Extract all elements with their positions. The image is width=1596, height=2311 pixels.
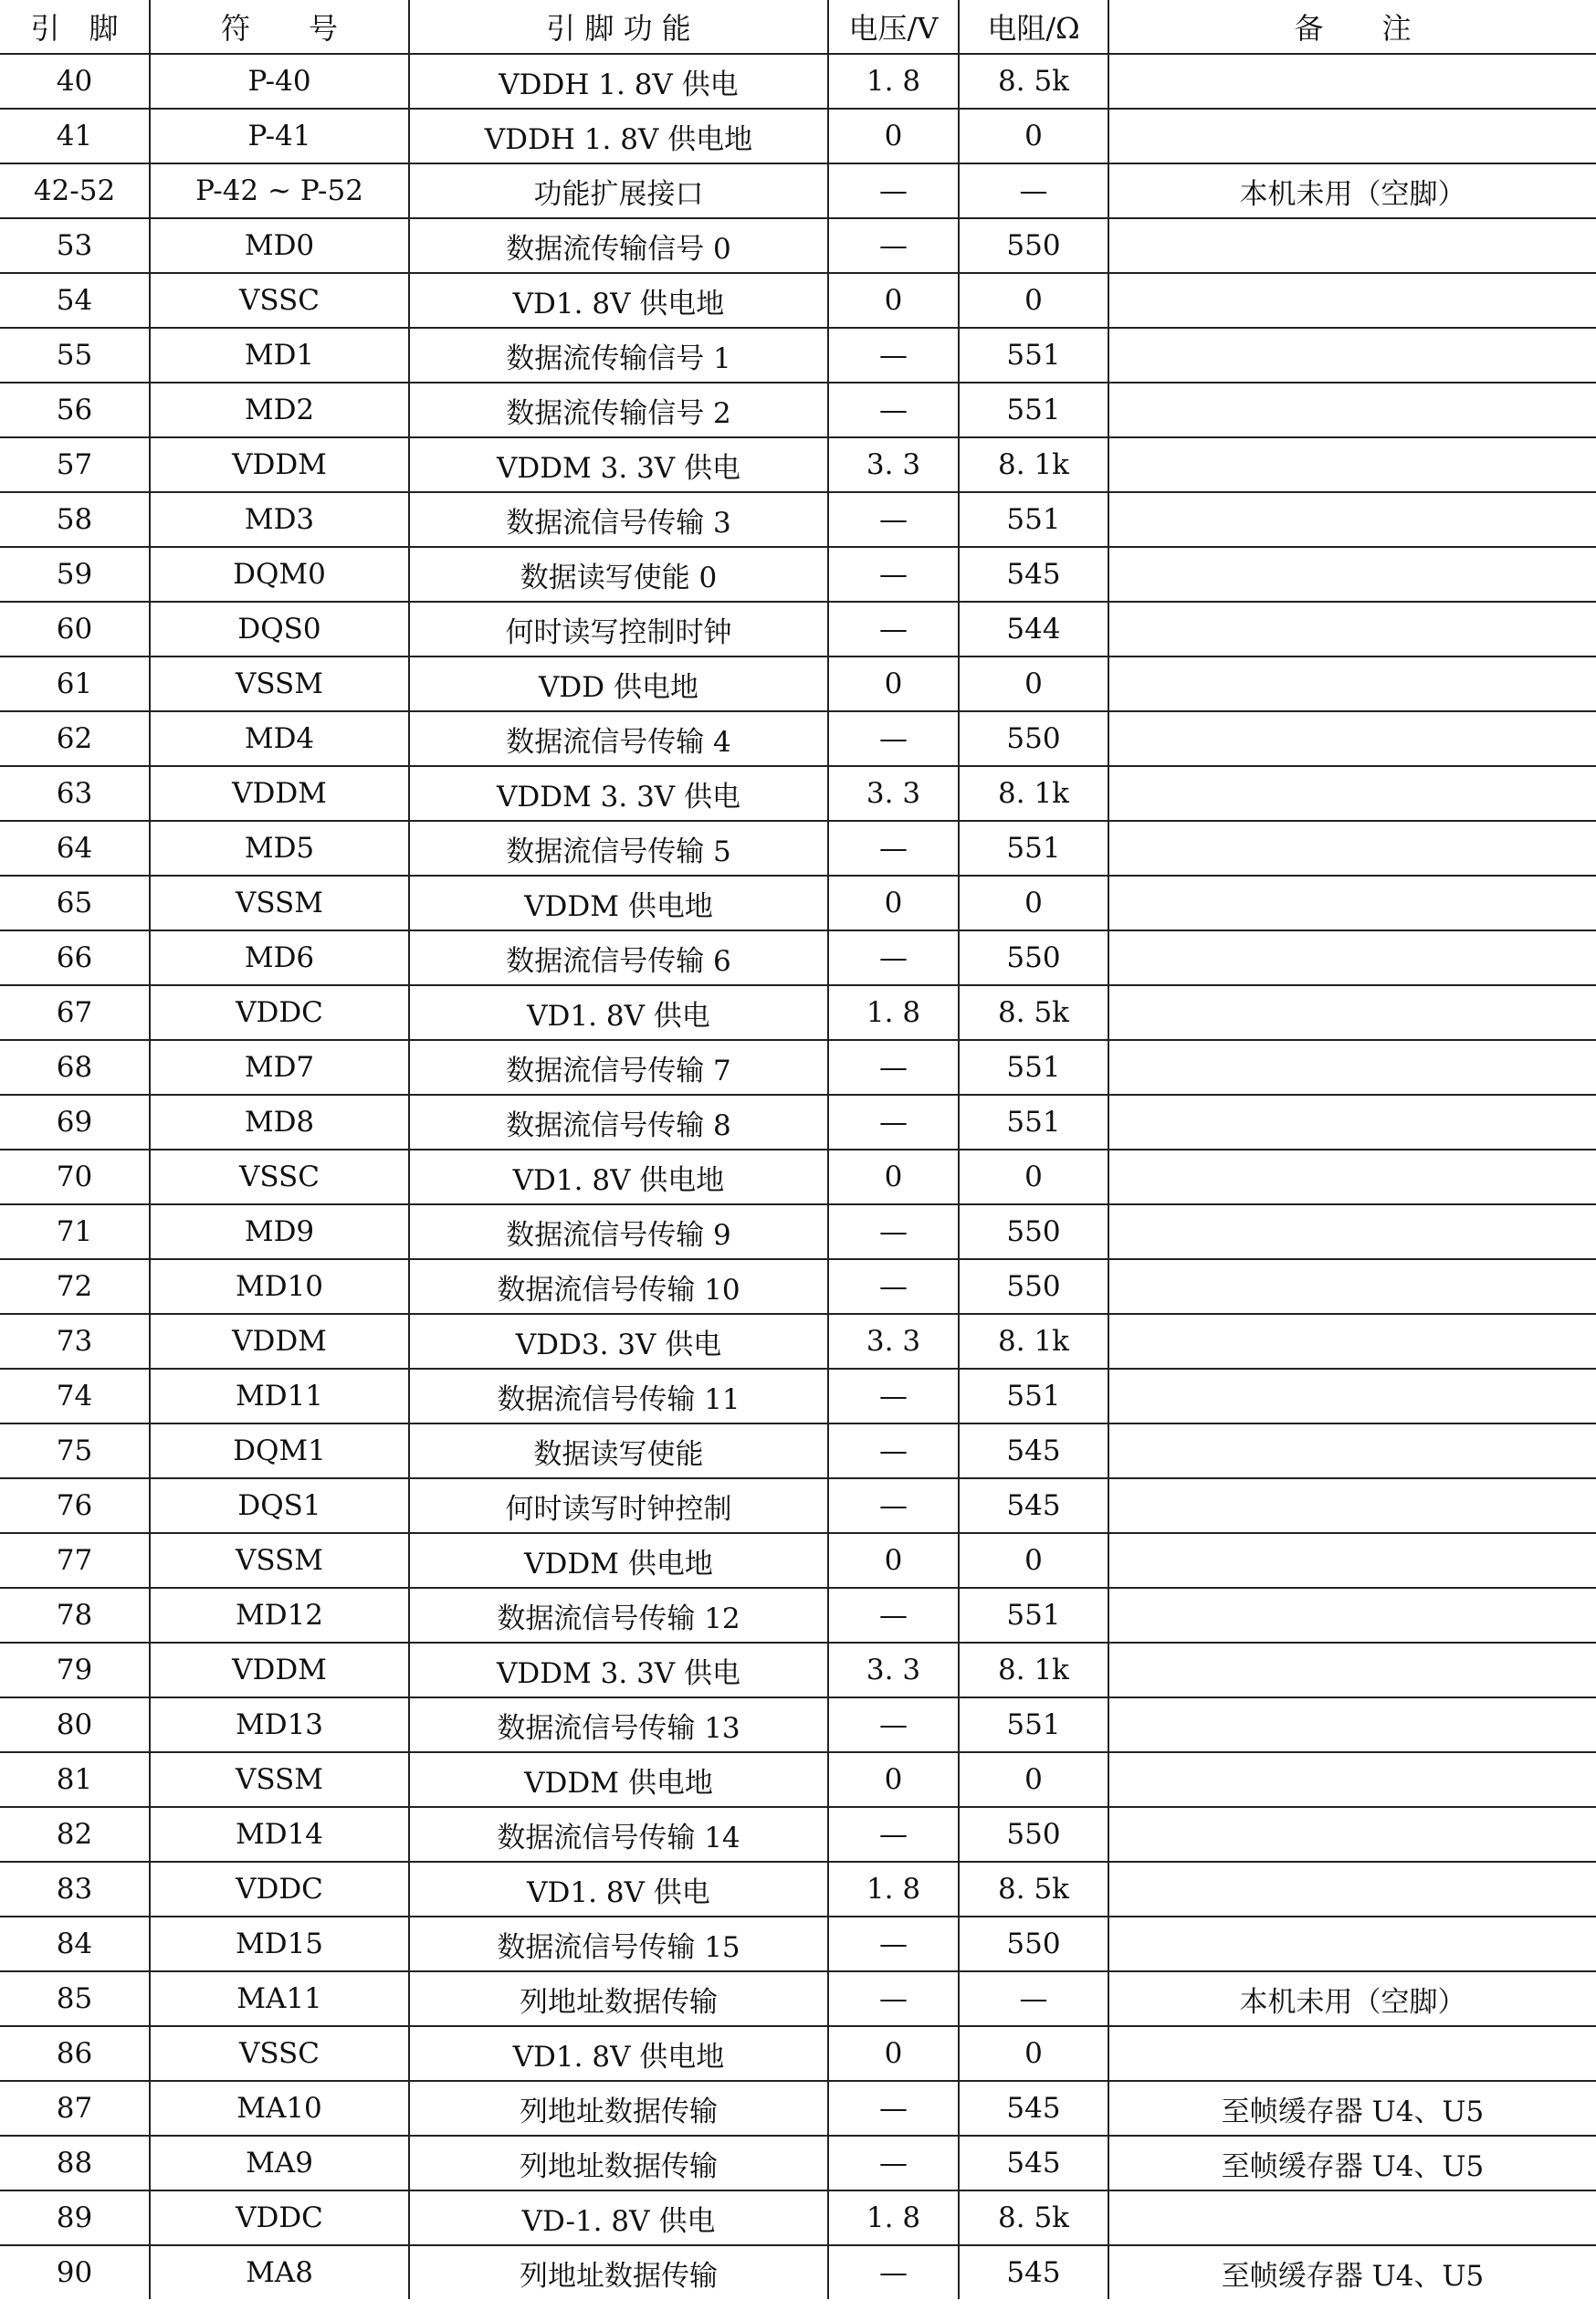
cell-voltage: 1. 8 [828,2190,959,2245]
header-resistance: 电阻/Ω [959,0,1108,54]
table-row [0,766,1596,821]
cell-pin: 68 [0,1040,150,1095]
cell-function: 数据流传输信号 2 [409,383,828,437]
cell-function: 数据流信号传输 15 [409,1917,828,1971]
cell-pin: 71 [0,1204,150,1259]
table-row [0,1150,1596,1204]
cell-voltage: — [828,602,959,657]
cell-note [1108,1643,1596,1697]
cell-function: 数据读写使能 [409,1423,828,1478]
table-row [0,1807,1596,1862]
table-row [0,383,1596,437]
cell-pin: 82 [0,1807,150,1862]
cell-pin: 74 [0,1369,150,1423]
cell-pin: 84 [0,1917,150,1971]
cell-resistance: 551 [959,1040,1108,1095]
cell-resistance: — [959,163,1108,218]
table-row [0,1259,1596,1314]
cell-note [1108,711,1596,766]
cell-resistance: 8. 1k [959,437,1108,492]
cell-voltage: — [828,2136,959,2190]
cell-function: VDDM 3. 3V 供电 [409,1643,828,1697]
cell-note [1108,218,1596,273]
cell-note [1108,602,1596,657]
cell-function: VD-1. 8V 供电 [409,2190,828,2245]
header-symbol: 符 号 [150,0,409,54]
cell-symbol: MD5 [150,821,409,876]
cell-function: 数据流信号传输 3 [409,492,828,547]
cell-function: 列地址数据传输 [409,2136,828,2190]
cell-symbol: P-40 [150,54,409,109]
cell-note [1108,109,1596,163]
cell-pin: 75 [0,1423,150,1478]
table-row [0,54,1596,109]
cell-resistance: 0 [959,876,1108,930]
cell-symbol: MD10 [150,1259,409,1314]
cell-resistance: 551 [959,1697,1108,1752]
cell-function: 数据流信号传输 7 [409,1040,828,1095]
cell-symbol: VDDC [150,1862,409,1917]
cell-function: 数据流信号传输 12 [409,1588,828,1643]
cell-symbol: VSSC [150,2026,409,2081]
cell-voltage: 3. 3 [828,1314,959,1369]
cell-function: 数据流信号传输 6 [409,930,828,985]
table-row [0,547,1596,602]
cell-function: 何时读写控制时钟 [409,602,828,657]
table-row [0,1917,1596,1971]
cell-function: 数据流信号传输 11 [409,1369,828,1423]
cell-voltage: — [828,383,959,437]
cell-resistance: 550 [959,930,1108,985]
cell-voltage: 0 [828,2026,959,2081]
cell-symbol: DQS0 [150,602,409,657]
cell-pin: 88 [0,2136,150,2190]
cell-function: VDDH 1. 8V 供电 [409,54,828,109]
cell-note [1108,1588,1596,1643]
cell-note [1108,437,1596,492]
cell-symbol: MD0 [150,218,409,273]
cell-voltage: — [828,1259,959,1314]
cell-symbol: VDDM [150,766,409,821]
cell-symbol: MD1 [150,328,409,383]
cell-resistance: 551 [959,1095,1108,1150]
cell-symbol: VDDM [150,437,409,492]
cell-resistance: 551 [959,821,1108,876]
cell-symbol: VDDC [150,2190,409,2245]
cell-voltage: — [828,2245,959,2299]
table-row [0,1697,1596,1752]
cell-note: 本机未用（空脚） [1108,163,1596,218]
cell-pin: 90 [0,2245,150,2299]
cell-pin: 62 [0,711,150,766]
cell-resistance: 8. 1k [959,1643,1108,1697]
header-function: 引 脚 功 能 [409,0,828,54]
cell-function: 列地址数据传输 [409,2245,828,2299]
cell-symbol: MD14 [150,1807,409,1862]
cell-voltage: 3. 3 [828,437,959,492]
cell-pin: 83 [0,1862,150,1917]
cell-resistance: 550 [959,218,1108,273]
header-pin: 引 脚 [0,0,150,54]
cell-note [1108,766,1596,821]
table-row [0,985,1596,1040]
cell-symbol: VSSC [150,1150,409,1204]
cell-note [1108,821,1596,876]
cell-voltage: — [828,1040,959,1095]
table-row [0,2136,1596,2190]
cell-pin: 61 [0,657,150,711]
cell-symbol: MA9 [150,2136,409,2190]
cell-note [1108,1314,1596,1369]
cell-pin: 60 [0,602,150,657]
cell-function: 数据流传输信号 1 [409,328,828,383]
cell-pin: 53 [0,218,150,273]
cell-pin: 76 [0,1478,150,1533]
cell-voltage: — [828,163,959,218]
table-row [0,1533,1596,1588]
cell-note: 至帧缓存器 U4、U5 [1108,2245,1596,2299]
cell-function: VDDM 供电地 [409,1533,828,1588]
cell-pin: 89 [0,2190,150,2245]
cell-function: 数据流信号传输 9 [409,1204,828,1259]
cell-note [1108,1423,1596,1478]
cell-pin: 69 [0,1095,150,1150]
table-row [0,1204,1596,1259]
cell-note [1108,1752,1596,1807]
table-row [0,2190,1596,2245]
cell-voltage: 0 [828,1533,959,1588]
cell-pin: 58 [0,492,150,547]
cell-resistance: 0 [959,109,1108,163]
cell-function: 数据流信号传输 10 [409,1259,828,1314]
cell-resistance: 0 [959,2026,1108,2081]
table-row [0,1588,1596,1643]
cell-voltage: — [828,711,959,766]
cell-resistance: 8. 5k [959,54,1108,109]
table-row [0,1423,1596,1478]
cell-function: 数据流信号传输 5 [409,821,828,876]
cell-pin: 56 [0,383,150,437]
cell-function: 列地址数据传输 [409,2081,828,2136]
cell-voltage: 1. 8 [828,1862,959,1917]
cell-resistance: 8. 5k [959,985,1108,1040]
cell-voltage: — [828,1588,959,1643]
cell-function: VD1. 8V 供电 [409,985,828,1040]
cell-voltage: 0 [828,109,959,163]
cell-note [1108,1040,1596,1095]
cell-resistance: 550 [959,1917,1108,1971]
cell-note [1108,1259,1596,1314]
table-header-row [0,0,1596,54]
cell-note [1108,273,1596,328]
cell-note [1108,876,1596,930]
cell-function: VDD3. 3V 供电 [409,1314,828,1369]
cell-voltage: 3. 3 [828,766,959,821]
cell-resistance: 8. 5k [959,2190,1108,2245]
table-row [0,930,1596,985]
cell-resistance: 550 [959,1807,1108,1862]
cell-pin: 54 [0,273,150,328]
cell-function: 数据流信号传输 14 [409,1807,828,1862]
cell-note [1108,383,1596,437]
cell-resistance: 545 [959,2245,1108,2299]
table-row [0,109,1596,163]
cell-pin: 40 [0,54,150,109]
cell-voltage: — [828,1697,959,1752]
cell-pin: 80 [0,1697,150,1752]
cell-voltage: — [828,2081,959,2136]
table-row [0,1862,1596,1917]
cell-symbol: MD11 [150,1369,409,1423]
cell-resistance: 545 [959,547,1108,602]
cell-resistance: 545 [959,1423,1108,1478]
cell-resistance: 0 [959,657,1108,711]
cell-symbol: MD4 [150,711,409,766]
cell-note [1108,1095,1596,1150]
cell-pin: 78 [0,1588,150,1643]
cell-symbol: VSSM [150,876,409,930]
table-row [0,437,1596,492]
table-row [0,1478,1596,1533]
cell-voltage: 0 [828,876,959,930]
cell-voltage: 0 [828,1150,959,1204]
cell-pin: 55 [0,328,150,383]
cell-voltage: — [828,930,959,985]
cell-symbol: MD6 [150,930,409,985]
cell-function: 数据流信号传输 13 [409,1697,828,1752]
cell-note [1108,1369,1596,1423]
cell-resistance: 545 [959,2081,1108,2136]
cell-pin: 87 [0,2081,150,2136]
cell-pin: 73 [0,1314,150,1369]
table-row [0,1040,1596,1095]
cell-note: 本机未用（空脚） [1108,1971,1596,2026]
cell-function: 数据流信号传输 4 [409,711,828,766]
cell-function: VDDM 3. 3V 供电 [409,766,828,821]
cell-voltage: 1. 8 [828,985,959,1040]
table-row [0,163,1596,218]
cell-voltage: — [828,1971,959,2026]
table-row [0,2026,1596,2081]
cell-symbol: MA11 [150,1971,409,2026]
cell-symbol: VSSM [150,1752,409,1807]
cell-function: VDD 供电地 [409,657,828,711]
cell-symbol: VDDM [150,1314,409,1369]
cell-resistance: 550 [959,1204,1108,1259]
table-row [0,821,1596,876]
cell-symbol: MD3 [150,492,409,547]
cell-symbol: MD13 [150,1697,409,1752]
cell-resistance: 551 [959,328,1108,383]
cell-voltage: — [828,328,959,383]
cell-voltage: — [828,492,959,547]
cell-symbol: DQS1 [150,1478,409,1533]
cell-voltage: 1. 8 [828,54,959,109]
table-row [0,1643,1596,1697]
cell-pin: 59 [0,547,150,602]
cell-symbol: DQM0 [150,547,409,602]
cell-voltage: 3. 3 [828,1643,959,1697]
cell-note [1108,1862,1596,1917]
table-row [0,1752,1596,1807]
cell-pin: 63 [0,766,150,821]
cell-note [1108,1478,1596,1533]
cell-voltage: 0 [828,273,959,328]
cell-voltage: — [828,1204,959,1259]
cell-voltage: — [828,1478,959,1533]
cell-symbol: MD7 [150,1040,409,1095]
cell-pin: 72 [0,1259,150,1314]
cell-voltage: — [828,1423,959,1478]
cell-pin: 41 [0,109,150,163]
cell-symbol: MD9 [150,1204,409,1259]
table-row [0,492,1596,547]
cell-symbol: MD12 [150,1588,409,1643]
cell-resistance: 551 [959,1369,1108,1423]
cell-function: VD1. 8V 供电地 [409,1150,828,1204]
cell-pin: 67 [0,985,150,1040]
cell-resistance: 551 [959,492,1108,547]
cell-pin: 79 [0,1643,150,1697]
cell-resistance: 550 [959,711,1108,766]
table-row [0,2245,1596,2299]
cell-pin: 81 [0,1752,150,1807]
cell-resistance: 0 [959,1150,1108,1204]
cell-function: VD1. 8V 供电地 [409,2026,828,2081]
cell-function: 数据读写使能 0 [409,547,828,602]
table-row [0,876,1596,930]
cell-resistance: 8. 5k [959,1862,1108,1917]
cell-note [1108,1807,1596,1862]
cell-note [1108,657,1596,711]
cell-pin: 70 [0,1150,150,1204]
cell-symbol: VSSC [150,273,409,328]
cell-pin: 42-52 [0,163,150,218]
cell-function: 数据流信号传输 8 [409,1095,828,1150]
header-voltage: 电压/V [828,0,959,54]
cell-symbol: MA10 [150,2081,409,2136]
cell-pin: 77 [0,1533,150,1588]
table-row [0,218,1596,273]
cell-voltage: — [828,218,959,273]
cell-voltage: 0 [828,1752,959,1807]
cell-voltage: — [828,1095,959,1150]
cell-resistance: 544 [959,602,1108,657]
cell-note: 至帧缓存器 U4、U5 [1108,2081,1596,2136]
cell-symbol: VDDM [150,1643,409,1697]
cell-resistance: 551 [959,1588,1108,1643]
cell-function: 何时读写时钟控制 [409,1478,828,1533]
cell-voltage: — [828,1917,959,1971]
cell-resistance: 0 [959,1533,1108,1588]
cell-voltage: — [828,547,959,602]
cell-symbol: MD8 [150,1095,409,1150]
cell-pin: 66 [0,930,150,985]
cell-voltage: — [828,821,959,876]
cell-function: VD1. 8V 供电地 [409,273,828,328]
table-row [0,1971,1596,2026]
cell-resistance: 0 [959,1752,1108,1807]
table-row [0,711,1596,766]
cell-voltage: — [828,1369,959,1423]
cell-note [1108,492,1596,547]
header-note: 备 注 [1108,0,1596,54]
cell-function: 功能扩展接口 [409,163,828,218]
cell-function: VD1. 8V 供电 [409,1862,828,1917]
cell-pin: 85 [0,1971,150,2026]
cell-note [1108,930,1596,985]
cell-symbol: P-42 ~ P-52 [150,163,409,218]
table-row [0,1095,1596,1150]
table-row [0,602,1596,657]
cell-resistance: 8. 1k [959,766,1108,821]
cell-note [1108,1917,1596,1971]
cell-resistance: — [959,1971,1108,2026]
cell-function: 数据流传输信号 0 [409,218,828,273]
cell-note [1108,985,1596,1040]
cell-function: VDDM 供电地 [409,1752,828,1807]
cell-symbol: P-41 [150,109,409,163]
cell-voltage: — [828,1807,959,1862]
table-row [0,328,1596,383]
table-row [0,1314,1596,1369]
table-body [0,54,1596,2299]
cell-function: 列地址数据传输 [409,1971,828,2026]
cell-resistance: 545 [959,2136,1108,2190]
cell-note [1108,1150,1596,1204]
table-row [0,1369,1596,1423]
cell-symbol: VSSM [150,657,409,711]
cell-note [1108,2190,1596,2245]
table-row [0,2081,1596,2136]
cell-resistance: 551 [959,383,1108,437]
cell-note: 至帧缓存器 U4、U5 [1108,2136,1596,2190]
table-row [0,657,1596,711]
cell-function: VDDH 1. 8V 供电地 [409,109,828,163]
cell-symbol: MD2 [150,383,409,437]
cell-note [1108,2026,1596,2081]
cell-resistance: 545 [959,1478,1108,1533]
cell-function: VDDM 3. 3V 供电 [409,437,828,492]
cell-note [1108,1697,1596,1752]
cell-pin: 64 [0,821,150,876]
cell-symbol: VSSM [150,1533,409,1588]
cell-symbol: DQM1 [150,1423,409,1478]
cell-symbol: VDDC [150,985,409,1040]
cell-resistance: 0 [959,273,1108,328]
cell-voltage: 0 [828,657,959,711]
cell-note [1108,54,1596,109]
cell-symbol: MD15 [150,1917,409,1971]
cell-resistance: 550 [959,1259,1108,1314]
cell-note [1108,328,1596,383]
cell-resistance: 8. 1k [959,1314,1108,1369]
cell-note [1108,547,1596,602]
table-row [0,273,1596,328]
cell-note [1108,1533,1596,1588]
cell-note [1108,1204,1596,1259]
cell-pin: 57 [0,437,150,492]
cell-pin: 86 [0,2026,150,2081]
cell-function: VDDM 供电地 [409,876,828,930]
cell-symbol: MA8 [150,2245,409,2299]
cell-pin: 65 [0,876,150,930]
